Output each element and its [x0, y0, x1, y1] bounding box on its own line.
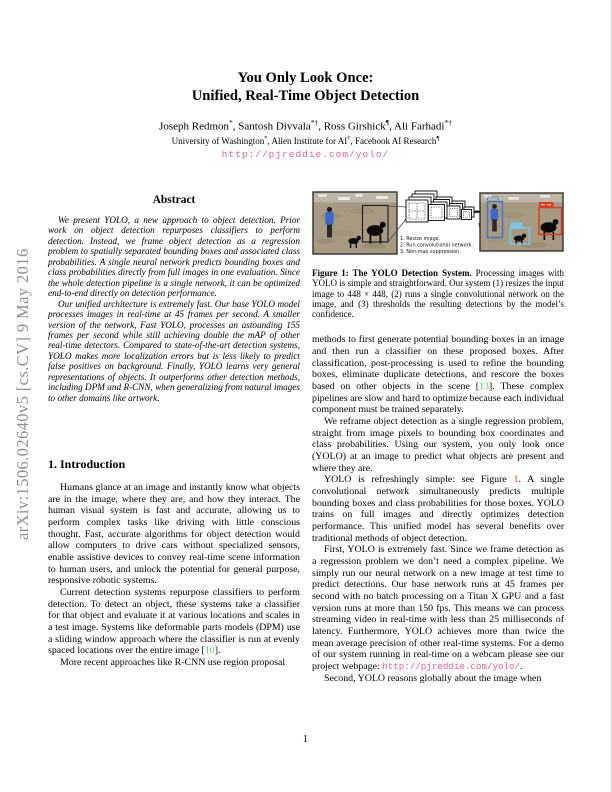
affiliation-mark: *: [264, 134, 268, 142]
affiliation-name: , Facebook AI Research: [350, 135, 437, 146]
authors-line: [0, 118, 611, 133]
project-url-link[interactable]: http://pjreddie.com/yolo/: [221, 148, 390, 160]
abstract-heading: Abstract: [152, 194, 196, 206]
dog-box-label: [511, 223, 523, 229]
project-url: [0, 149, 611, 160]
abstract-paragraph-2: Our unified architecture is extremely fast. Our base YOLO model processes images in real-time at 45 frames per second. A smaller version of the network, Fast YOLO, processes an astounding 155 frames per second while still achieving double the mAP of other real-time detectors. Compared to state-of-the-art detection systems, YOLO makes more localization errors but is less likely to predict false positives on background. Finally, YOLO learns very general representations of objects. It outperforms other detection methods, including DPM and R-CNN, when generalizing from natural images to other domains like artwork.: [48, 298, 300, 403]
right-column-body: [312, 334, 564, 684]
figure1: [312, 189, 564, 319]
right-column: [312, 189, 564, 684]
right-paragraph-3: [312, 474, 564, 544]
right-paragraph-5: Second, YOLO reasons globally about the image when: [324, 672, 542, 684]
arxiv-banner: arXiv:1506.02640v5 [cs.CV] 9 May 2016: [13, 248, 32, 540]
citation-10-link[interactable]: 10: [204, 645, 215, 657]
right-paragraph-2: We reframe object detection as a single regression problem, straight from image pixels to bounding box coordinates and class probabilities. Using our system, you only look once (YOLO) at an image to predict what objects are present and where they are.: [312, 416, 564, 474]
author-name: , Ali Farhadi: [389, 120, 445, 133]
author-mark: *†: [444, 118, 452, 127]
paper-title: [0, 70, 611, 105]
figure1-graphic: [312, 189, 564, 259]
right-paragraph-3-text: YOLO is refreshingly simple: see Figure: [324, 474, 514, 486]
left-column: [48, 189, 300, 684]
author-name: , Santosh Divvala: [232, 120, 311, 133]
right-paragraph-4-text: First, YOLO is extremely fast. Since we frame detection as a regression problem we don’t need a complex pipeline. We simply run our neural network on a new image at test time to predict detections. Our base network runs at 45 frames per second with no batch processing on a Titan X GPU and a fast version runs at more than 150 fps. This means we can process streaming video in real-time with less than 25 milliseconds of latency. Furthermore, YOLO achieves more than twice the mean average precision of other real-time systems. For a demo of our system running in real-time on a webcam please see our project webpage:: [312, 544, 564, 672]
intro-paragraph-2-text: Current detection systems repurpose classifiers to perform detection. To detect an object, these systems take a classifier for that object and evaluate it at various locations and scales in a test image. Systems like deformable parts models (DPM) use a sliding window approach where the classifier is run at evenly spaced locations over the entire image [: [48, 587, 300, 657]
figure-step-1: 1. Resize image.: [400, 236, 441, 242]
figure-steps: [400, 236, 473, 255]
author-name: , Ross Girshick: [318, 120, 386, 133]
right-paragraph-1-text: methods to first generate potential bounding boxes in an image and then run a classifier on these proposed boxes. After classification, post-processing is used to refine the bounding boxes, eliminate duplicate detections, and rescore the boxes based on other objects in the scene [: [312, 334, 564, 393]
two-column-body: [48, 189, 564, 684]
affiliation-mark: †: [347, 134, 351, 142]
author-name: Joseph Redmon: [159, 120, 230, 133]
affiliation-name: University of Washington: [171, 135, 265, 146]
author-mark: *: [229, 118, 233, 127]
affiliation-mark: ¶: [436, 134, 440, 142]
right-paragraph-4: [312, 544, 564, 672]
paper-title-line1: You Only Look Once:: [237, 70, 374, 86]
intro-paragraph-3: More recent approaches like R-CNN use region proposal: [60, 657, 286, 668]
figure1-caption-text: Processing images with YOLO is simple and straightforward. Our system (1) resizes the input image to 448 × 448, (2) runs a single convolutional network on the image, and (3) thresholds the resulting detections by the model’s confidence.: [312, 268, 564, 320]
paper-header: [0, 70, 611, 160]
intro-paragraph-2: [48, 587, 300, 657]
affiliation-name: , Allen Institute for AI: [267, 135, 348, 146]
right-paragraph-1-end: ]. These complex pipelines are slow and hard to optimize because each individual component must be trained separately.: [312, 381, 565, 416]
figure-input-image: [313, 192, 397, 254]
webpage-url-link[interactable]: http://pjreddie.com/yolo/: [382, 660, 521, 672]
right-paragraph-1: [312, 334, 564, 416]
abstract-paragraph-1: We present YOLO, a new approach to object detection. Prior work on object detection repurposes classifiers to perform detection. Instead, we frame object detection as a regression problem to spatially separated bounding boxes and associated class probabilities. A single neural network predicts bounding boxes and class probabilities directly from full images in one evaluation. Since the whole detection pipeline is a single network, it can be optimized end-to-end directly on detection performance.: [48, 215, 300, 299]
figure1-caption-label: Figure 1: The YOLO Detection System.: [312, 268, 472, 278]
figure-step-2: 2. Run convolutional network.: [400, 242, 473, 249]
author-mark: *†: [310, 118, 319, 127]
citation-13-link[interactable]: 13: [479, 381, 489, 393]
intro-paragraph-1: Humans glance at an image and instantly know what objects are in the image, where they are, and how they interact. The human visual system is fast and accurate, allowing us to perform complex tasks like driving with little conscious thought. Fast, accurate algorithms for object detection would allow computers to drive cars without specialized sensors, enable assistive devices to convey real-time scene information to human users, and unlock the potential for general purpose, responsive robotic systems.: [48, 482, 300, 587]
section-heading-introduction: 1. Introduction: [48, 457, 126, 472]
right-paragraph-3-end: . A single convolutional network simultaneously predicts multiple bounding boxes and class probabilities for those boxes. YOLO trains on full images and directly optimizes detection performance. This unified model has several benefits over traditional methods of object detection.: [312, 474, 564, 544]
figure1-caption: [312, 268, 564, 319]
figure-step-3: 3. Non-max suppression.: [400, 249, 461, 255]
figure-output-image: [480, 193, 563, 251]
figure1-reference-link[interactable]: 1: [513, 474, 519, 486]
affiliations-line: [0, 135, 611, 146]
figure-network-stack: [406, 191, 474, 222]
page-number: 1: [303, 734, 308, 745]
right-paragraph-4-end: .: [520, 660, 523, 672]
paper-title-line2: Unified, Real-Time Object Detection: [191, 87, 420, 104]
intro-paragraph-2-end: ].: [214, 645, 221, 657]
author-mark: ¶: [385, 118, 390, 127]
